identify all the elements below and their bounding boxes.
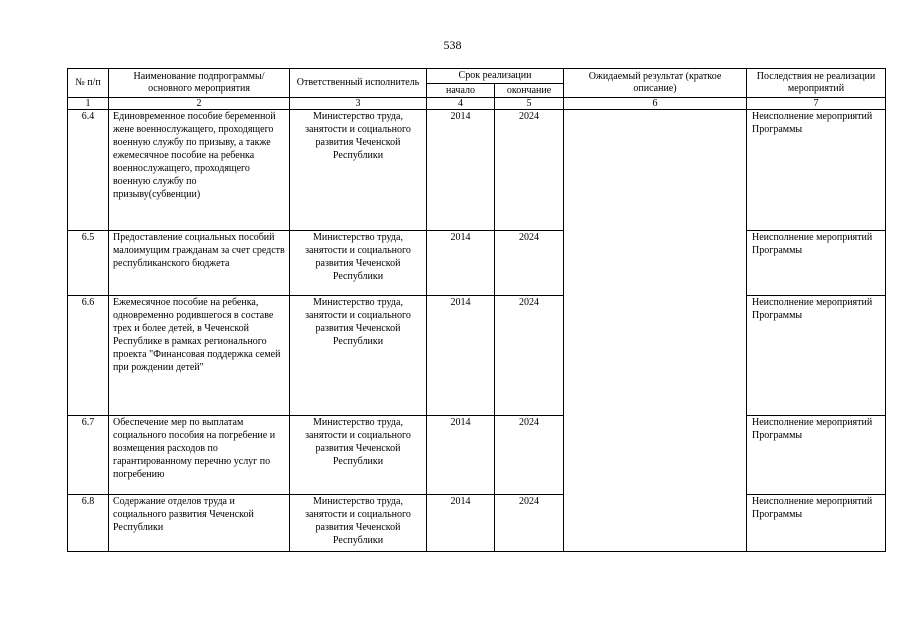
consequence: Неисполнение мероприятий Программы: [747, 495, 886, 552]
start-year: 2014: [427, 110, 495, 231]
column-number: 7: [747, 98, 886, 110]
header-period: Срок реализации: [427, 69, 564, 84]
activity-name: Содержание отделов труда и социального развития Чеченской Республики: [109, 495, 290, 552]
header-consequence: Последствия не реализации мероприятий: [747, 69, 886, 98]
row-number: 6.6: [68, 296, 109, 416]
end-year: 2024: [495, 416, 564, 495]
table-row: [68, 495, 886, 552]
consequence: Неисполнение мероприятий Программы: [747, 231, 886, 296]
executor: Министерство труда, занятости и социального развития Чеченской Республики: [290, 495, 427, 552]
program-activities-table: [67, 68, 886, 552]
row-number: 6.4: [68, 110, 109, 231]
column-number: 6: [564, 98, 747, 110]
table-row: [68, 110, 886, 231]
table-row: [68, 231, 886, 296]
column-number-row: [68, 98, 886, 110]
row-number: 6.7: [68, 416, 109, 495]
header-executor: Ответственный исполнитель: [290, 69, 427, 98]
end-year: 2024: [495, 231, 564, 296]
activity-name: Единовременное пособие беременной жене военнослужащего, проходящего военную службу по призыву, а также ежемесячное пособие на ребенка военнослужащего, проходящего военную службу по призыву(субвенции): [109, 110, 290, 231]
column-number: 2: [109, 98, 290, 110]
header-expected-result: Ожидаемый результат (краткое описание): [564, 69, 747, 98]
header-start: начало: [427, 84, 495, 98]
end-year: 2024: [495, 296, 564, 416]
executor: Министерство труда, занятости и социального развития Чеченской Республики: [290, 231, 427, 296]
activity-name: Обеспечение мер по выплатам социального пособия на погребение и возмещения расходов по гарантированному перечню услуг по погребению: [109, 416, 290, 495]
expected-result: [564, 110, 747, 552]
table-row: [68, 296, 886, 416]
header-activity-name: Наименование подпрограммы/ основного мероприятия: [109, 69, 290, 98]
start-year: 2014: [427, 416, 495, 495]
executor: Министерство труда, занятости и социального развития Чеченской Республики: [290, 110, 427, 231]
column-number: 3: [290, 98, 427, 110]
executor: Министерство труда, занятости и социального развития Чеченской Республики: [290, 416, 427, 495]
column-number: 5: [495, 98, 564, 110]
consequence: Неисполнение мероприятий Программы: [747, 296, 886, 416]
consequence: Неисполнение мероприятий Программы: [747, 416, 886, 495]
start-year: 2014: [427, 495, 495, 552]
page-number: 538: [443, 38, 462, 52]
header-number: № п/п: [68, 69, 109, 98]
row-number: 6.8: [68, 495, 109, 552]
column-number: 4: [427, 98, 495, 110]
table-row: [68, 416, 886, 495]
column-number: 1: [68, 98, 109, 110]
end-year: 2024: [495, 110, 564, 231]
header-end: окончание: [495, 84, 564, 98]
start-year: 2014: [427, 231, 495, 296]
end-year: 2024: [495, 495, 564, 552]
row-number: 6.5: [68, 231, 109, 296]
activity-name: Ежемесячное пособие на ребенка, одновременно родившегося в составе трех и более детей, в Чеченской Республике в рамках регионального проекта "Финансовая поддержка семей при рождении детей": [109, 296, 290, 416]
consequence: Неисполнение мероприятий Программы: [747, 110, 886, 231]
activity-name: Предоставление социальных пособий малоимущим гражданам за счет средств республиканского бюджета: [109, 231, 290, 296]
executor: Министерство труда, занятости и социального развития Чеченской Республики: [290, 296, 427, 416]
start-year: 2014: [427, 296, 495, 416]
